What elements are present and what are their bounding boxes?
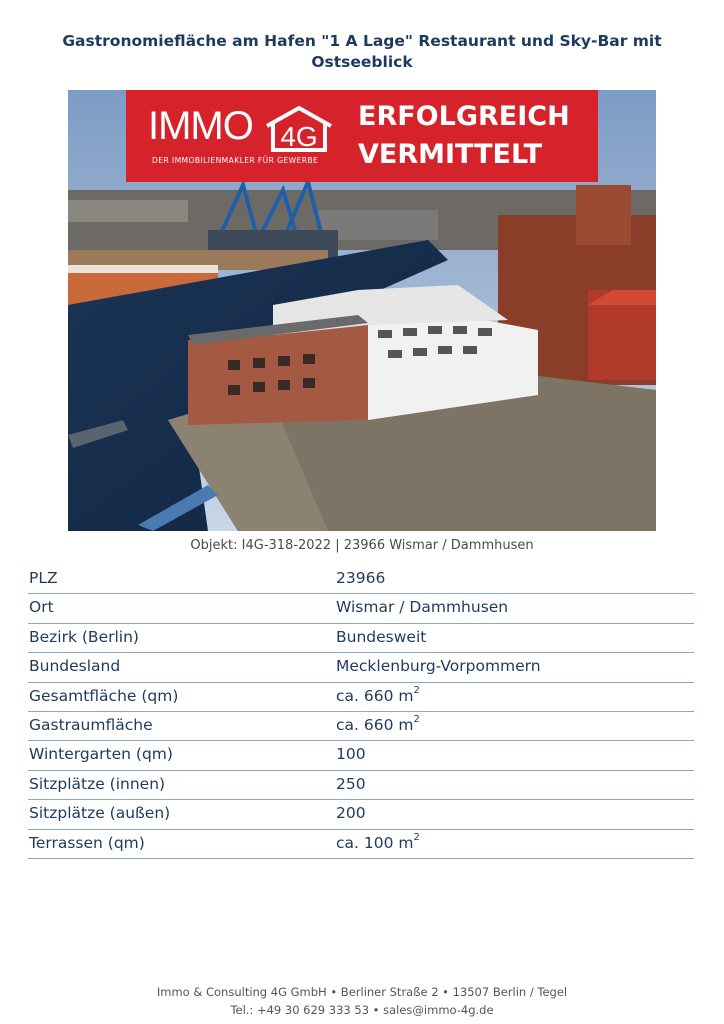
detail-row-gesamtflaeche bbox=[28, 683, 694, 712]
detail-row-sitzplaetze-innen bbox=[28, 771, 694, 800]
footer-contact: Tel.: +49 30 629 333 53 • sales@immo-4g.de bbox=[230, 1003, 494, 1017]
detail-label: Sitzplätze (außen) bbox=[29, 804, 171, 823]
property-photo bbox=[68, 90, 656, 531]
detail-label: Ort bbox=[29, 598, 54, 617]
detail-row-gastraumflaeche bbox=[28, 712, 694, 741]
logo-house-icon bbox=[263, 104, 335, 154]
success-banner bbox=[126, 90, 598, 182]
detail-value: 100 bbox=[336, 745, 366, 764]
detail-row-bundesland bbox=[28, 653, 694, 682]
logo-suffix: 4G bbox=[280, 121, 318, 152]
logo-tagline: DER IMMOBILIENMAKLER FÜR GEWERBE bbox=[152, 156, 319, 165]
detail-value: Mecklenburg-Vorpommern bbox=[336, 657, 541, 676]
photo-caption: Objekt: I4G-318-2022 | 23966 Wismar / Dammhusen bbox=[190, 538, 534, 553]
detail-label: Bezirk (Berlin) bbox=[29, 627, 139, 646]
detail-row-bezirk bbox=[28, 624, 694, 653]
stamp-line-2: VERMITTELT bbox=[358, 139, 543, 170]
detail-value: 200 bbox=[336, 804, 366, 823]
detail-label: PLZ bbox=[29, 569, 58, 587]
detail-label: Gesamtfläche (qm) bbox=[29, 686, 179, 705]
detail-row-ort bbox=[28, 594, 694, 623]
status-stamp bbox=[358, 98, 583, 174]
detail-value: Bundesweit bbox=[336, 627, 427, 646]
detail-value: ca. 660 $m^2$ bbox=[336, 713, 420, 734]
detail-label: Sitzplätze (innen) bbox=[29, 774, 166, 793]
detail-row-terrassen bbox=[28, 830, 694, 859]
detail-value: ca. 660 $m^2$ bbox=[336, 684, 420, 705]
page-title: Gastronomiefläche am Hafen "1 A Lage" Restaurant und Sky-Bar mit Ostseeblick bbox=[62, 32, 662, 71]
detail-row-sitzplaetze-aussen bbox=[28, 800, 694, 829]
detail-label: Bundesland bbox=[29, 657, 121, 676]
detail-label: Terrassen (qm) bbox=[29, 833, 145, 852]
company-logo: IMMO bbox=[148, 104, 253, 148]
detail-value: 250 bbox=[336, 774, 366, 793]
detail-label: Gastraumfläche bbox=[29, 715, 153, 734]
details-table bbox=[28, 565, 694, 859]
stamp-line-1: ERFOLGREICH bbox=[358, 101, 570, 132]
detail-row-wintergarten bbox=[28, 741, 694, 770]
detail-value: Wismar / Dammhusen bbox=[336, 598, 509, 617]
detail-label: Wintergarten (qm) bbox=[29, 745, 173, 764]
detail-value: ca. 100 $m^2$ bbox=[336, 831, 420, 852]
detail-value: 23966 bbox=[336, 569, 386, 587]
detail-row-plz bbox=[28, 565, 694, 594]
footer-address: Immo & Consulting 4G GmbH • Berliner Straße 2 • 13507 Berlin / Tegel bbox=[156, 985, 568, 999]
